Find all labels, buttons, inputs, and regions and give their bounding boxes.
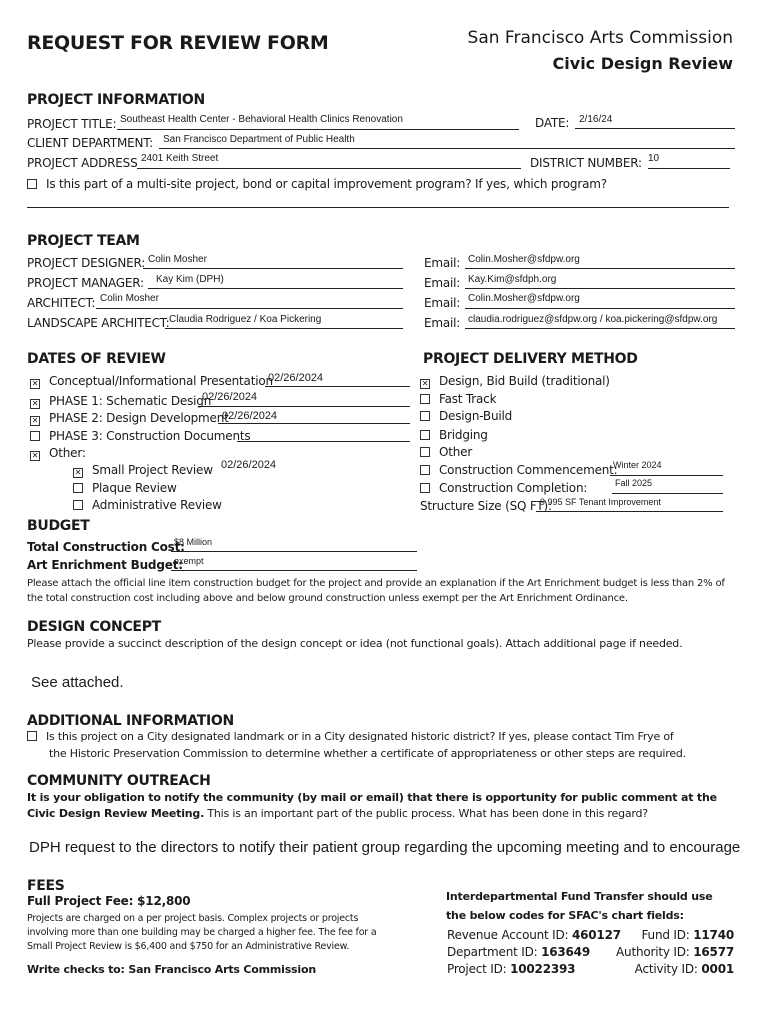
architect-email-label: Email: (424, 296, 461, 310)
historic-question-cont: the Historic Preservation Commission to determine whether a certificate of appropriateness or other steps are required. (49, 747, 687, 760)
manager-field[interactable]: Kay Kim (DPH) (156, 274, 224, 285)
delivery-checkbox[interactable] (420, 411, 430, 421)
design-concept-heading: DESIGN CONCEPT (27, 619, 161, 635)
landscape-email-field[interactable]: claudia.rodriguez@sfdpw.org / koa.pickering@sfdpw.org (468, 314, 718, 325)
commencement-field[interactable]: Winter 2024 (613, 460, 662, 470)
designer-line (143, 268, 403, 269)
outreach-heading: COMMUNITY OUTREACH (27, 773, 211, 789)
review-item[interactable] (30, 394, 211, 409)
client-department-label: CLIENT DEPARTMENT: (27, 136, 153, 150)
delivery-item-label: Fast Track (439, 392, 497, 406)
manager-label: PROJECT MANAGER: (27, 276, 144, 290)
art-budget-label: Art Enrichment Budget: (27, 558, 183, 572)
client-department-field[interactable]: San Francisco Department of Public Health (163, 134, 355, 145)
outreach-bold: It is your obligation to notify the community (by mail or email) that there is opportunity for public comment at the Civic Design Review Meeting. (27, 791, 717, 820)
landscape-field[interactable]: Claudia Rodriguez / Koa Pickering (169, 314, 322, 325)
review-checkbox[interactable]: ✕ (31, 416, 39, 425)
landscape-line (165, 328, 403, 329)
fee-note: Projects are charged on a per project basis. Complex projects or projects involving more than one building may be charged a higher fee. The fee for a Small Project Review is $6,400 and $750 for an Administrative Review. (27, 913, 377, 952)
landscape-label: LANDSCAPE ARCHITECT: (27, 316, 170, 330)
review-item[interactable] (30, 446, 86, 461)
commencement-row (420, 463, 618, 477)
form-title: REQUEST FOR REVIEW FORM (27, 32, 329, 54)
multisite-answer-line[interactable] (27, 207, 729, 208)
architect-field[interactable]: Colin Mosher (100, 293, 159, 304)
date-label: DATE: (535, 116, 570, 130)
architect-line (96, 308, 403, 309)
authority-id: Authority ID: 16577 (616, 945, 734, 959)
completion-row (420, 481, 587, 495)
dates-heading: DATES OF REVIEW (27, 351, 166, 367)
designer-email-field[interactable]: Colin.Mosher@sfdpw.org (468, 254, 580, 265)
manager-email-field[interactable]: Kay.Kim@sfdph.org (468, 274, 557, 285)
review-date-line (218, 423, 410, 424)
outreach-response[interactable]: DPH request to the directors to notify their patient group regarding the upcoming meeting and to encourage (29, 839, 741, 856)
architect-email-line (465, 308, 735, 309)
review-item[interactable] (30, 429, 250, 443)
review-date-line (265, 386, 410, 387)
historic-question-row (27, 729, 674, 745)
designer-label: PROJECT DESIGNER: (27, 256, 146, 270)
project-address-field[interactable]: 2401 Keith Street (141, 153, 219, 164)
delivery-item[interactable] (420, 392, 496, 406)
date-field[interactable]: 2/16/24 (579, 114, 613, 125)
review-sub-label: Administrative Review (92, 498, 222, 512)
structure-size-field[interactable]: 9,995 SF Tenant Improvement (540, 497, 661, 507)
district-field[interactable]: 10 (648, 153, 660, 164)
review-date-field[interactable]: 02/26/2024 (202, 391, 258, 403)
total-cost-line (171, 551, 417, 552)
delivery-checkbox[interactable] (420, 447, 430, 457)
project-address-label: PROJECT ADDRESS (27, 156, 138, 170)
review-sub-item[interactable] (73, 481, 177, 495)
review-checkbox[interactable]: ✕ (31, 379, 39, 388)
art-budget-line (171, 570, 417, 571)
delivery-item[interactable] (420, 445, 472, 459)
designer-email-label: Email: (424, 256, 461, 270)
historic-checkbox[interactable] (27, 731, 37, 741)
completion-checkbox[interactable] (420, 483, 430, 493)
commencement-checkbox[interactable] (420, 465, 430, 475)
review-sub-checkbox[interactable] (73, 483, 83, 493)
dept-name: Civic Design Review (552, 54, 733, 73)
total-cost-label: Total Construction Cost: (27, 540, 185, 554)
project-title-label: PROJECT TITLE: (27, 117, 117, 131)
project-info-heading: PROJECT INFORMATION (27, 92, 205, 108)
org-name: San Francisco Arts Commission (467, 28, 733, 48)
commencement-line (610, 475, 723, 476)
review-date-field[interactable]: 02/26/2024 (268, 372, 324, 384)
review-item-label: PHASE 2: Design Development (49, 411, 229, 425)
structure-size-line (536, 511, 723, 512)
fund-transfer-heading: Interdepartmental Fund Transfer should use the below codes for SFAC's chart fields: (446, 890, 713, 922)
date-line (575, 128, 735, 129)
review-sub-checkbox[interactable]: ✕ (74, 468, 82, 477)
review-checkbox[interactable]: ✕ (31, 451, 39, 460)
district-line (648, 168, 730, 169)
historic-question: Is this project on a City designated landmark or in a City designated historic district? If yes, please contact Tim Frye of (46, 730, 674, 743)
architect-email-field[interactable]: Colin.Mosher@sfdpw.org (468, 293, 580, 304)
design-instruction: Please provide a succinct description of the design concept or idea (not functional goals). Attach additional page if needed. (27, 637, 683, 650)
completion-line (612, 493, 723, 494)
review-item[interactable] (30, 411, 229, 426)
review-checkbox[interactable]: ✕ (31, 399, 39, 408)
outreach-normal: This is an important part of the public process. What has been done in this regard? (207, 807, 648, 820)
art-budget-field[interactable]: exempt (174, 556, 204, 566)
delivery-checkbox[interactable] (420, 430, 430, 440)
full-fee: Full Project Fee: $12,800 (27, 894, 191, 908)
total-cost-field[interactable]: $8 Million (174, 537, 213, 547)
manager-email-label: Email: (424, 276, 461, 290)
project-title-field[interactable]: Southeast Health Center - Behavioral Health Clinics Renovation (120, 114, 403, 125)
designer-email-line (465, 268, 735, 269)
review-sub-label: Small Project Review (92, 463, 213, 477)
project-id: Project ID: 10022393 (447, 962, 576, 976)
completion-field[interactable]: Fall 2025 (615, 478, 653, 488)
budget-heading: BUDGET (27, 518, 90, 534)
delivery-heading: PROJECT DELIVERY METHOD (423, 351, 638, 367)
delivery-item-label: Other (439, 445, 473, 459)
multisite-question: Is this part of a multi-site project, bond or capital improvement program? If yes, which program? (46, 177, 607, 191)
review-item-label: PHASE 3: Construction Documents (49, 429, 251, 443)
delivery-item[interactable] (420, 374, 610, 389)
multisite-checkbox[interactable] (27, 179, 37, 189)
commencement-label: Construction Commencement: (439, 463, 618, 477)
write-checks: Write checks to: San Francisco Arts Commission (27, 963, 316, 976)
delivery-item[interactable] (420, 409, 512, 423)
landscape-email-label: Email: (424, 316, 461, 330)
other-date-field[interactable]: 02/26/2024 (221, 459, 277, 471)
completion-label: Construction Completion: (439, 481, 588, 495)
design-response[interactable]: See attached. (31, 674, 124, 691)
revenue-account-id: Revenue Account ID: 460127 (447, 928, 621, 942)
delivery-checkbox[interactable]: ✕ (421, 379, 429, 388)
budget-note: Please attach the official line item construction budget for the project and provide an explanation if the Art Enrichment budget is less than 2% of the total construction cost including above and below ground construction unless exempt per the Art Enrichment Ordinance. (27, 578, 725, 604)
delivery-item-label: Design, Bid Build (traditional) (439, 374, 610, 388)
architect-label: ARCHITECT: (27, 296, 96, 310)
structure-size-label: Structure Size (SQ FT): (420, 499, 552, 513)
review-date-line (237, 441, 410, 442)
manager-email-line (465, 288, 735, 289)
additional-info-heading: ADDITIONAL INFORMATION (27, 713, 234, 729)
multisite-row (27, 177, 607, 191)
review-item-label: PHASE 1: Schematic Design (49, 394, 212, 408)
review-item-label: Other: (49, 446, 86, 460)
project-team-heading: PROJECT TEAM (27, 233, 140, 249)
review-date-line (198, 406, 410, 407)
review-date-field[interactable]: 02/26/2024 (222, 410, 278, 422)
outreach-text (27, 790, 743, 822)
department-id: Department ID: 163649 (447, 945, 590, 959)
district-label: DISTRICT NUMBER: (530, 156, 642, 170)
delivery-item-label: Bridging (439, 428, 488, 442)
project-title-line (117, 129, 519, 130)
delivery-item[interactable] (420, 428, 488, 442)
review-sub-label: Plaque Review (92, 481, 177, 495)
review-checkbox[interactable] (30, 431, 40, 441)
designer-field[interactable]: Colin Mosher (148, 254, 207, 265)
review-sub-item[interactable] (73, 463, 213, 478)
delivery-item-label: Design-Build (439, 409, 513, 423)
landscape-email-line (465, 328, 735, 329)
activity-id: Activity ID: 0001 (634, 962, 734, 976)
review-item-label: Conceptual/Informational Presentation (49, 374, 273, 388)
fund-id: Fund ID: 11740 (641, 928, 734, 942)
delivery-checkbox[interactable] (420, 394, 430, 404)
manager-line (148, 288, 403, 289)
address-line (137, 168, 521, 169)
review-item[interactable] (30, 374, 273, 389)
client-line (159, 148, 735, 149)
review-sub-item[interactable] (73, 498, 222, 512)
fees-heading: FEES (27, 878, 65, 894)
review-sub-checkbox[interactable] (73, 500, 83, 510)
